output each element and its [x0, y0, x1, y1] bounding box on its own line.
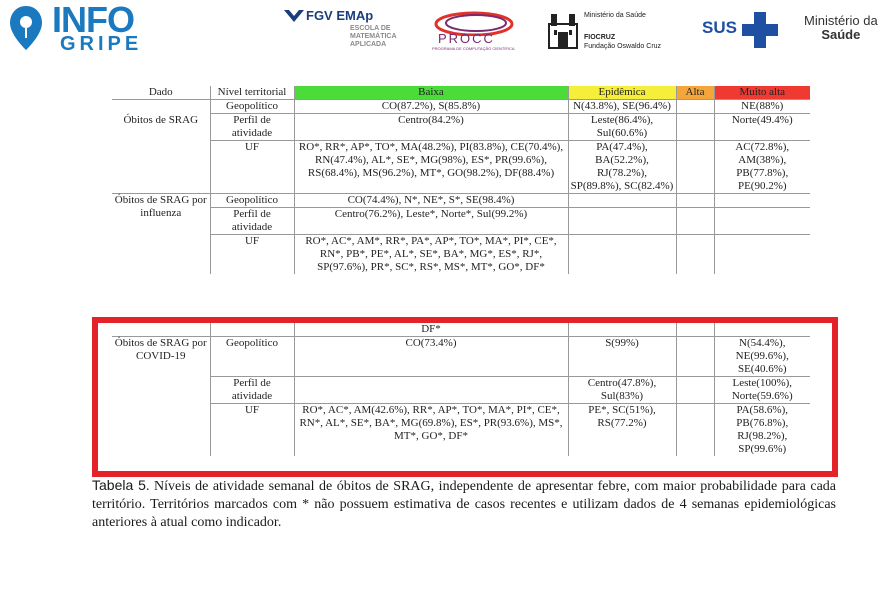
cell-alta: [676, 404, 714, 457]
procc-logo: [430, 10, 520, 50]
cell-muito-alta: PA(58.6%), PB(76.8%), RJ(98.2%), SP(99.6%): [714, 404, 810, 457]
row-dado-covid: Óbitos de SRAG por COVID-19: [112, 337, 210, 457]
infogripe-logo-subtext: GRIPE: [60, 33, 143, 55]
cell-nivel: Geopolítico: [210, 337, 294, 377]
fiocruz-building-icon: [546, 10, 580, 50]
cell-alta: [676, 141, 714, 194]
row-dado-influenza: Óbitos de SRAG por influenza: [112, 194, 210, 275]
cell-epidemica: [568, 235, 676, 275]
cell-epidemica: N(43.8%), SE(96.4%): [568, 100, 676, 114]
logo-header: [0, 0, 894, 60]
fiocruz-full-name: Fundação Oswaldo Cruz: [584, 43, 662, 50]
fiocruz-name: FIOCRUZ: [584, 34, 616, 41]
header-alta: Alta: [676, 86, 714, 100]
cell-baixa: CO(73.4%): [294, 337, 568, 377]
header-muito-alta: Muito alta: [714, 86, 810, 100]
fgv-emap-logo: [284, 8, 414, 54]
fiocruz-logo: [546, 10, 686, 54]
table-row: [112, 323, 810, 337]
cell-epidemica: PA(47.4%), BA(52.2%), RJ(78.2%), SP(89.8%), SC(82.4%): [568, 141, 676, 194]
cell-nivel: Perfil de atividade: [210, 377, 294, 404]
cell-nivel: Perfil de atividade: [210, 114, 294, 141]
infogripe-logo-text: INFO: [52, 0, 134, 40]
cell-baixa: CO(74.4%), N*, NE*, S*, SE(98.4%): [294, 194, 568, 208]
cell-baixa: [294, 377, 568, 404]
fgv-subtitle: ESCOLA DE MATEMÁTICA APLICADA: [350, 25, 397, 48]
header-dado: Dado: [148, 86, 173, 98]
table-row: [112, 114, 810, 141]
table-caption: [92, 476, 836, 532]
cell-muito-alta: [714, 194, 810, 208]
cell-baixa: DF*: [294, 323, 568, 337]
cell-alta: [676, 100, 714, 114]
header-baixa: Baixa: [294, 86, 568, 100]
cell-muito-alta: AC(72.8%), AM(38%), PB(77.8%), PE(90.2%): [714, 141, 810, 194]
sus-cross-icon: [740, 10, 780, 50]
cell-epidemica: PE*, SC(51%), RS(77.2%): [568, 404, 676, 457]
table-row: [112, 100, 810, 114]
caption-label: Tabela 5: [92, 477, 146, 493]
cell-muito-alta: Leste(100%), Norte(59.6%): [714, 377, 810, 404]
cell-alta: [676, 208, 714, 235]
table-header-row: [112, 86, 810, 100]
cell-epidemica: Leste(86.4%), Sul(60.6%): [568, 114, 676, 141]
sus-logo: [702, 8, 784, 48]
map-pin-icon: [8, 4, 44, 52]
cell-muito-alta: NE(88%): [714, 100, 810, 114]
cell-alta: [676, 337, 714, 377]
row-dado-srag: Óbitos de SRAG: [112, 100, 210, 194]
caption-text: . Níveis de atividade semanal de óbitos de SRAG, independente de apresentar febre, com maior probabilidade para cada território. Territórios marcados com * não possuem estimativa de casos recentes e utilizam dados de 4 semanas epidemiológicas anteriores à atual como indicador.: [92, 479, 836, 530]
cell-baixa: RO*, AC*, AM*, RR*, PA*, AP*, TO*, MA*, PI*, CE*, RN*, PB*, PE*, AL*, SE*, BA*, MG*, ES*, RJ*, SP(97.6%), PR*, SC*, RS*, MS*, MT*, GO*, DF*: [294, 235, 568, 275]
cell-epidemica: [568, 194, 676, 208]
table-row: [112, 404, 810, 457]
table-row: [112, 194, 810, 208]
table-row: [112, 235, 810, 275]
cell-nivel: UF: [210, 235, 294, 275]
ministerio-saude-logo: Ministério da Saúde: [804, 13, 878, 42]
fgv-title: FGV EMAp: [306, 8, 374, 23]
covid-table-section: [112, 323, 810, 463]
cell-muito-alta: N(54.4%), NE(99.6%), SE(40.6%): [714, 337, 810, 377]
header-nivel: Nível territorial: [210, 86, 294, 100]
cell-alta: [676, 235, 714, 275]
cell-epidemica: S(99%): [568, 337, 676, 377]
cell-epidemica: [568, 208, 676, 235]
procc-subtitle: PROGRAMA DE COMPUTAÇÃO CIENTÍFICA: [432, 46, 515, 51]
table-row: [112, 141, 810, 194]
cell-muito-alta: Norte(49.4%): [714, 114, 810, 141]
procc-word: PROCC: [438, 31, 495, 46]
cell-muito-alta: [714, 235, 810, 275]
cell-baixa: Centro(76.2%), Leste*, Norte*, Sul(99.2%): [294, 208, 568, 235]
activity-table: [112, 86, 810, 318]
cell-alta: [676, 377, 714, 404]
cell-nivel: Perfil de atividade: [210, 208, 294, 235]
cell-muito-alta: [714, 208, 810, 235]
cell-baixa: Centro(84.2%): [294, 114, 568, 141]
cell-nivel: UF: [210, 141, 294, 194]
cell-nivel: Geopolítico: [210, 100, 294, 114]
cell-nivel: UF: [210, 404, 294, 457]
sus-word: SUS: [702, 18, 737, 37]
table-row: [112, 337, 810, 377]
table-row: [112, 208, 810, 235]
cell-epidemica: Centro(47.8%), Sul(83%): [568, 377, 676, 404]
cell-alta: [676, 114, 714, 141]
cell-baixa: RO*, RR*, AP*, TO*, MA(48.2%), PI(83.8%), CE(70.4%), RN(47.4%), AL*, SE*, MG(98%), ES*, PR(99.6%), RS(68.4%), MS(96.2%), MT*, GO(98.2%), DF(88.4%): [294, 141, 568, 194]
table-row: [112, 377, 810, 404]
cell-nivel: Geopolítico: [210, 194, 294, 208]
header-epidemica: Epidêmica: [568, 86, 676, 100]
fiocruz-ministerio: Ministério da Saúde: [584, 12, 646, 19]
fgv-chevron-icon: [284, 10, 304, 22]
cell-baixa: CO(87.2%), S(85.8%): [294, 100, 568, 114]
cell-alta: [676, 194, 714, 208]
cell-baixa: RO*, AC*, AM(42.6%), RR*, AP*, TO*, MA*, PI*, CE*, RN*, AL*, SE*, BA*, MG(69.8%), ES*, PR(93.6%), MS*, MT*, GO*, DF*: [294, 404, 568, 457]
